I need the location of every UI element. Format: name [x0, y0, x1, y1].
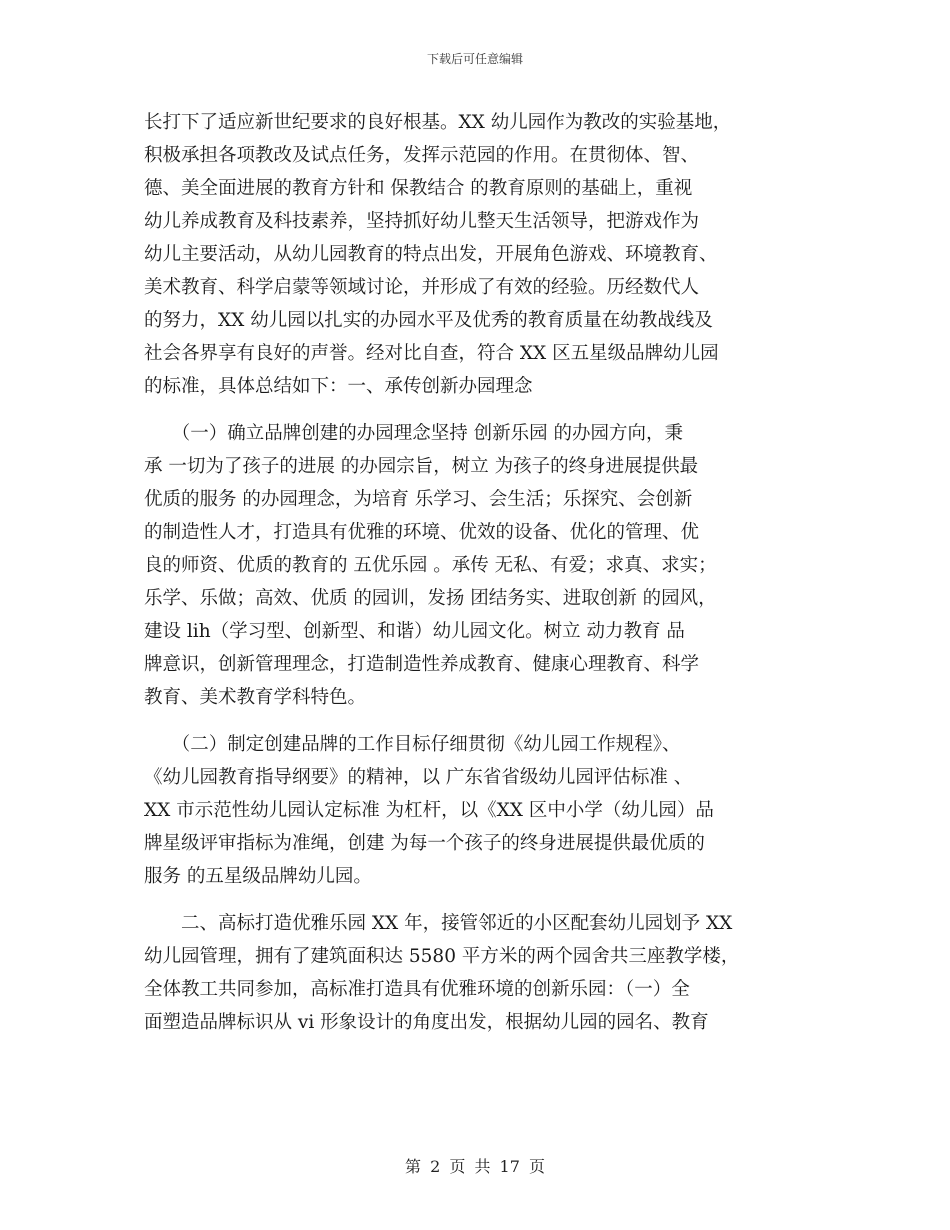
text-line: 社会各界享有良好的声誉。经对比自查，符合 XX 区五星级品牌幼儿园 — [144, 343, 719, 364]
text-line: 幼儿园管理，拥有了建筑面积达 5580 平方米的两个园舍共三座教学楼， — [144, 946, 740, 967]
text-line: 乐学、乐做；高效、优质 的园训，发扬 团结务实、进取创新 的园风， — [144, 588, 717, 609]
text-line: 承 一切为了孩子的进展 的办园宗旨，树立 为孩子的终身进展提供最 — [144, 456, 699, 477]
text-line: 良的师资、优质的教育的 五优乐园 。承传 无私、有爱；求真、求实； — [144, 555, 717, 576]
page-number: 第 2 页 共 17 页 — [405, 1157, 545, 1176]
paragraph-4 — [144, 907, 814, 1039]
text-line: （一）确立品牌创建的办园理念坚持 创新乐园 的办园方向，秉 — [144, 423, 684, 444]
text-line: 幼儿养成教育及科技素养，坚持抓好幼儿整天生活领导，把游戏作为 — [144, 211, 700, 232]
text-line: 幼儿主要活动，从幼儿园教育的特点出发，开展角色游戏、环境教育、 — [144, 244, 718, 265]
paragraph-3 — [144, 728, 814, 893]
text-line: 二、高标打造优雅乐园 XX 年，接管邻近的小区配套幼儿园划予 XX — [144, 913, 733, 934]
text-line: 积极承担各项教改及试点任务，发挥示范园的作用。在贯彻体、智、 — [144, 145, 700, 166]
text-line: 建设 lih（学习型、创新型、和谐）幼儿园文化。树立 动力教育 品 — [144, 621, 685, 642]
page-header: 下载后可任意编辑 — [426, 52, 523, 66]
text-line: 优质的服务 的办园理念，为培育 乐学习、会生活；乐探究、会创新 — [144, 489, 693, 510]
text-line: 教育、美术教育学科特色。 — [144, 687, 367, 708]
text-line: 牌星级评审指标为准绳，创建 为每一个孩子的终身进展提供最优质的 — [144, 833, 705, 854]
text-line: 德、美全面进展的教育方针和 保教结合 的教育原则的基础上，重视 — [144, 178, 693, 199]
text-line: 牌意识，创新管理理念，打造制造性养成教育、健康心理教育、科学 — [144, 654, 700, 675]
text-line: 长打下了适应新世纪要求的良好根基。XX 幼儿园作为教改的实验基地， — [144, 112, 732, 133]
text-line: XX 市示范性幼儿园认定标准 为杠杆，以《XX 区中小学（幼儿园）品 — [144, 800, 714, 821]
text-line: 的制造性人才，打造具有优雅的环境、优效的设备、优化的管理、优 — [144, 522, 700, 543]
text-line: 服务 的五星级品牌幼儿园。 — [144, 866, 372, 887]
text-line: 的努力，XX 幼儿园以扎实的办园水平及优秀的教育质量在幼教战线及 — [144, 310, 713, 331]
text-line: 全体教工共同参加，高标准打造具有优雅环境的创新乐园：（一）全 — [144, 979, 690, 1000]
text-line: （二）制定创建品牌的工作目标仔细贯彻《幼儿园工作规程》、 — [144, 734, 681, 755]
document-body — [144, 106, 814, 1053]
paragraph-2 — [144, 417, 814, 714]
text-line: 《幼儿园教育指导纲要》的精神，以 广东省省级幼儿园评估标准 、 — [144, 767, 693, 788]
text-line: 面塑造品牌标识从 vi 形象设计的角度出发，根据幼儿园的园名、教育 — [144, 1012, 709, 1033]
paragraph-1 — [144, 106, 814, 403]
text-line: 美术教育、科学启蒙等领域讨论，并形成了有效的经验。历经数代人 — [144, 277, 700, 298]
text-line: 的标准，具体总结如下：一、承传创新办园理念 — [144, 376, 533, 397]
